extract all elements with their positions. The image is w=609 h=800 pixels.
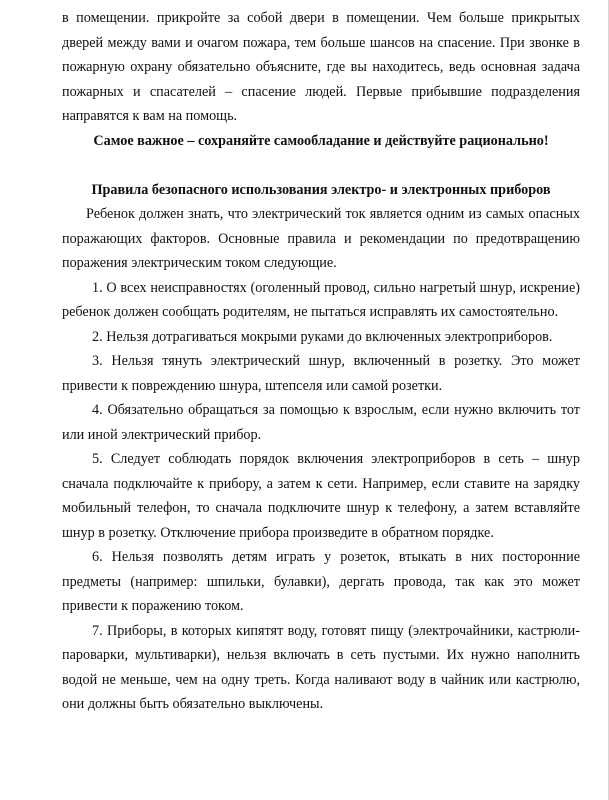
- intro-paragraph: в помещении. прикройте за собой двери в помещении. Чем больше прикрытых дверей между вами и очагом пожара, тем больше шансов на спасение. При звонке в пожарную охрану обязательно объясните, где вы находитесь, ведь основная задача пожарных и спасателей – спасение людей. Первые прибывшие подразделения направятся к вам на помощь.: [62, 10, 580, 124]
- rule-paragraph: 7. Приборы, в которых кипятят воду, готовят пищу (электрочайники, кастрюли-пароварки, мультиварки), нельзя включать в сеть пустыми. Их нужно наполнить водой не меньше, чем на одну треть. Когда наливают воду в чайник или кастрюлю, они должны быть обязательно выключены.: [62, 622, 580, 712]
- rule-paragraph: 2. Нельзя дотрагиваться мокрыми руками до включенных электроприборов.: [92, 328, 553, 345]
- section-heading: Правила безопасного использования электро- и электронных приборов: [91, 181, 551, 198]
- rule-paragraph: 4. Обязательно обращаться за помощью к взрослым, если нужно включить тот или иной электрический прибор.: [62, 402, 580, 443]
- emphasis-line: Самое важное – сохраняйте самообладание и действуйте рационально!: [93, 132, 549, 149]
- rule-paragraph: 3. Нельзя тянуть электрический шнур, включенный в розетку. Это может привести к повреждению шнура, штепселя или самой розетки.: [62, 353, 580, 394]
- rule-paragraph: 1. О всех неисправностях (оголенный провод, сильно нагретый шнур, искрение) ребенок должен сообщать родителям, не пытаться исправлять их самостоятельно.: [62, 279, 580, 320]
- document-body: [62, 6, 580, 717]
- rule-paragraph: 6. Нельзя позволять детям играть у розеток, втыкать в них посторонние предметы (например: шпильки, булавки), дергать провода, так как это может привести к поражению током.: [62, 549, 580, 614]
- rule-paragraph: 5. Следует соблюдать порядок включения электроприборов в сеть – шнур сначала подключайте к прибору, а затем к сети. Например, если ставите на зарядку мобильный телефон, то сначала подключите шнур к телефону, а затем вставляйте шнур в розетку. Отключение прибора произведите в обратном порядке.: [62, 451, 580, 541]
- section-intro-paragraph: Ребенок должен знать, что электрический ток является одним из самых опасных поражающих факторов. Основные правила и рекомендации по предотвращению поражения электрическим током следующие.: [62, 206, 580, 271]
